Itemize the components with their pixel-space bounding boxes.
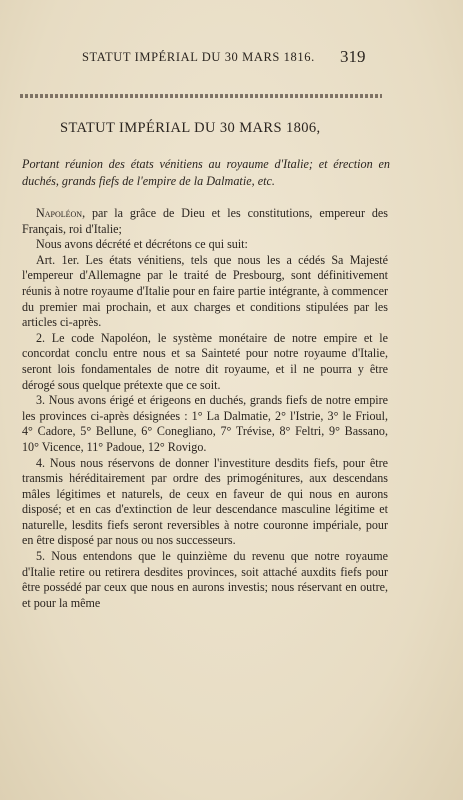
paragraph xyxy=(22,237,388,253)
paragraph xyxy=(22,253,388,331)
paragraph xyxy=(22,393,388,455)
paragraph-text: 4. Nous nous réservons de donner l'investiture desdits fiefs, pour être transmis héréditairement par ordre des primogénitures, aux descendans mâles légitimes et naturels, de ceux en faveur de qui nous en aurons disposé; et en cas d'extinction de leur descendance masculine légitime et naturelle, lesdits fiefs seront reversibles à notre couronne impériale, pour en être disposé par nous ou nos successeurs. xyxy=(22,455,388,548)
paragraph-text: 3. Nous avons érigé et érigeons en duchés, grands fiefs de notre empire les provinces ci-après désignées : 1° La Dalmatie, 2° l'Istrie, 3° le Frioul, 4° Cadore, 5° Bellune, 6° Conegliano, 7° Trévise, 8° Feltri, 9° Bassano, 10° Vicence, 11° Padoue, 12° Rovigo. xyxy=(22,393,388,454)
paragraph xyxy=(22,456,388,550)
paragraph xyxy=(22,206,388,237)
ornamental-rule xyxy=(20,94,382,98)
paragraph-text: , par la grâce de Dieu et les constitutions, empereur des Français, roi d'Italie; xyxy=(22,206,388,236)
document-subtitle: Portant réunion des états vénitiens au royaume d'Italie; et érection en duchés, grands fiefs de l'empire de la Dalmatie, etc. xyxy=(22,157,390,188)
paragraph-text: 5. Nous entendons que le quinzième du revenu que notre royaume d'Italie retire ou retirera desdites provinces, soit attaché auxdits fiefs pour être possédé par ceux que nous en aurons investis; nous réservant en outre, et pour la même xyxy=(22,549,388,610)
body-text xyxy=(22,206,388,611)
paragraph-text: Nous avons décrété et décrétons ce qui suit: xyxy=(36,237,248,252)
paragraph-text: 2. Le code Napoléon, le système monétaire de notre empire et le concordat conclu entre nous et sa Sainteté pour notre royaume d'Italie, seront lois fondamentales de notre dit royaume, et il ne pourra y être dérogé sous quelque prétexte que ce soit. xyxy=(22,330,388,392)
paragraph-lead: Napoléon xyxy=(36,206,83,220)
page-number: 319 xyxy=(340,47,366,66)
document-title: STATUT IMPÉRIAL DU 30 MARS 1806, xyxy=(60,120,321,136)
paragraph xyxy=(22,549,388,611)
running-head: STATUT IMPÉRIAL DU 30 MARS 1816. xyxy=(82,50,315,64)
paragraph xyxy=(22,331,388,393)
paragraph-text: Art. 1er. Les états vénitiens, tels que nous les a cédés Sa Majesté l'empereur d'Allemagne par le traité de Presbourg, sont définitivement réunis à notre royaume d'Italie pour en faire partie intégrante, à commencer du premier mai prochain, et aux charges et conditions stipulées par les articles ci-après. xyxy=(22,252,388,330)
